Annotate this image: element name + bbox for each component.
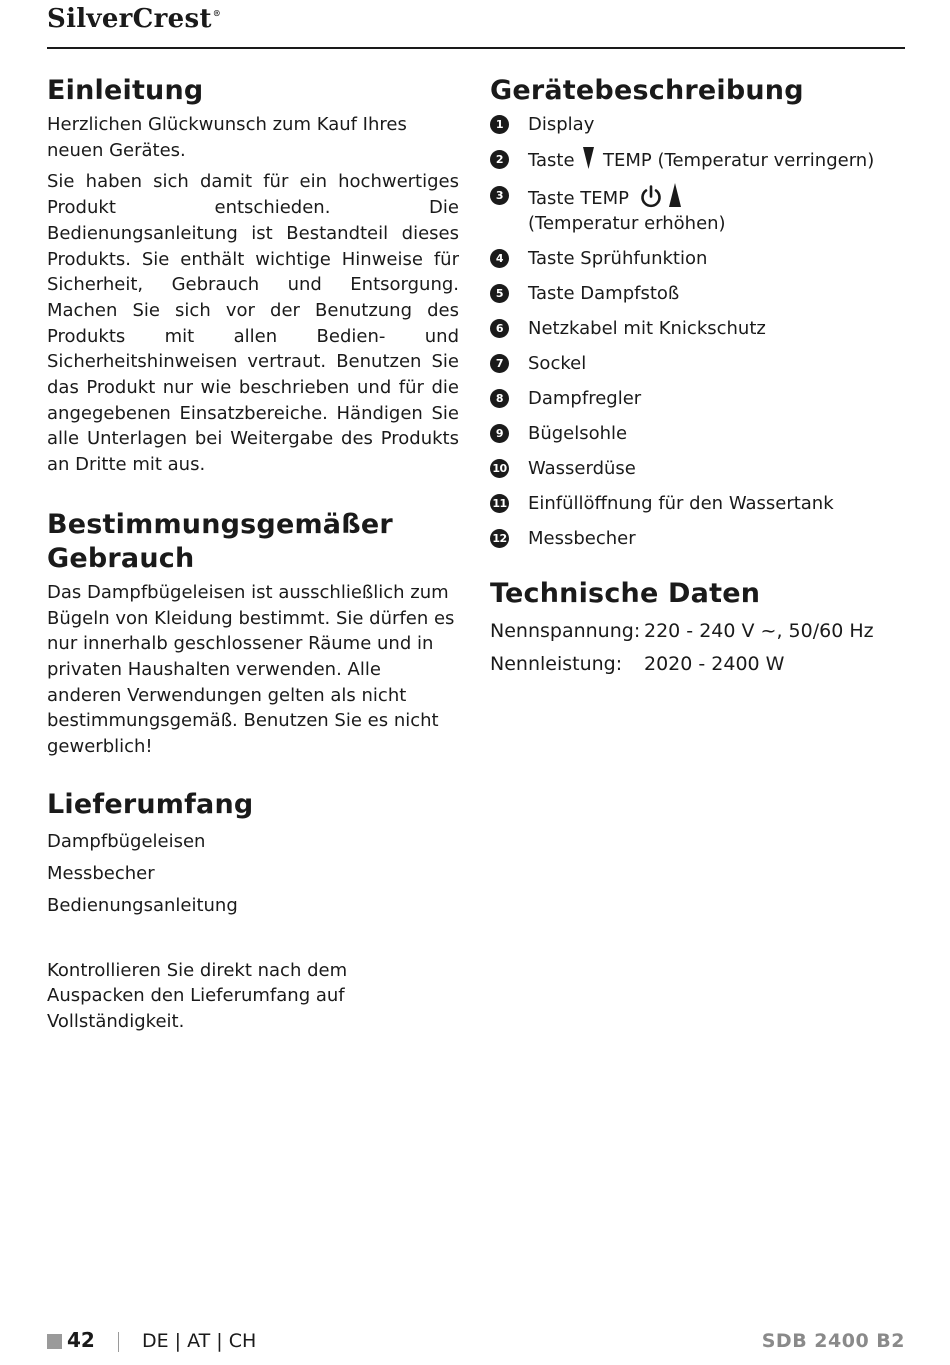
item-text: Messbecher (528, 528, 636, 549)
item-number: 4 (490, 249, 509, 268)
brand-logo-text: SilverCrest (47, 4, 212, 34)
footer-divider (118, 1332, 119, 1352)
device-heading: Gerätebeschreibung (490, 75, 804, 106)
tech-label: Nennspannung: (490, 620, 641, 642)
use-paragraph: Das Dampfbügeleisen ist ausschließlich zum Bügeln von Kleidung bestimmt. Sie dürfen es nur innerhalb geschlossener Räume und in privaten Haushalten verwenden. Alle anderen Verwendungen gelten als nicht bestimmungsgemäß. Benutzen Sie es nicht gewerblich! (47, 581, 455, 758)
item-number: 9 (490, 424, 509, 443)
intro-paragraph-2: Sie haben sich damit für ein hochwertiges Produkt entschieden. Die Bedienungsanleitung ist Bestandteil dieses Produkts. Sie enthält wichtige Hinweise für Sicherheit, Gebrauch und Entsorgung. Machen Sie sich vor der Benutzung des Produkts mit allen Bedien- und Sicherheitshinweisen vertraut. Benutzen Sie das Produkt nur wie beschrieben und für die angegebenen Einsatzbereiche. Händigen Sie alle Unterlagen bei Weitergabe des Produkts an Dritte mit aus. (47, 171, 459, 476)
scope-item: Dampfbügeleisen (47, 830, 206, 852)
device-list (490, 112, 910, 551)
item-text: Taste Sprühfunktion (528, 248, 708, 269)
device-item (490, 281, 910, 306)
tech-value: 2020 - 2400 W (644, 653, 785, 675)
footer-languages: DE | AT | CH (142, 1330, 257, 1352)
device-item (490, 386, 910, 411)
tech-label: Nennleistung: (490, 653, 623, 675)
tech-heading: Technische Daten (490, 578, 761, 609)
device-item (490, 491, 910, 516)
item-number: 7 (490, 354, 509, 373)
header-rule (47, 47, 905, 49)
item-number: 12 (490, 529, 509, 548)
device-item (490, 526, 910, 551)
use-heading: Bestimmungsgemäßer Gebrauch (47, 508, 393, 574)
brand-logo (47, 4, 221, 34)
scope-list (47, 826, 459, 922)
device-item (490, 183, 910, 236)
item-text-suffix: (Temperatur erhöhen) (528, 213, 726, 234)
item-text: Einfüllöffnung für den Wassertank (528, 493, 834, 514)
item-number: 10 (490, 459, 509, 478)
item-number: 3 (490, 186, 509, 205)
item-text-prefix: Taste (528, 150, 575, 171)
item-number: 1 (490, 115, 509, 134)
triangle-down-icon (583, 147, 594, 169)
left-column (47, 74, 459, 1035)
item-text: Display (528, 114, 595, 135)
item-number: 2 (490, 150, 509, 169)
footer-square (47, 1334, 62, 1349)
item-number: 11 (490, 494, 509, 513)
item-text: Bügelsohle (528, 423, 628, 444)
tech-table (490, 615, 910, 681)
intro-heading: Einleitung (47, 75, 204, 106)
tech-row (490, 615, 910, 648)
footer-model: SDB 2400 B2 (761, 1330, 905, 1352)
item-number: 8 (490, 389, 509, 408)
item-text-prefix: Taste TEMP (528, 188, 630, 209)
device-item (490, 147, 910, 173)
page-number: 42 (67, 1328, 95, 1352)
item-number: 5 (490, 284, 509, 303)
device-item (490, 351, 910, 376)
device-item (490, 421, 910, 446)
device-item (490, 316, 910, 341)
scope-heading: Lieferumfang (47, 788, 254, 820)
item-text: Netzkabel mit Knickschutz (528, 318, 766, 339)
device-item (490, 112, 910, 137)
tech-row (490, 648, 910, 681)
item-text: Sockel (528, 353, 587, 374)
scope-note: Kontrollieren Sie direkt nach dem Auspacken den Lieferumfang auf Vollständigkeit. (47, 959, 348, 1033)
intro-paragraph-1: Herzlichen Glückwunsch zum Kauf Ihres neuen Gerätes. (47, 114, 407, 161)
scope-item: Messbecher (47, 862, 155, 884)
item-text: Taste Dampfstoß (528, 283, 680, 304)
item-text: Dampfregler (528, 388, 642, 409)
item-text-suffix: TEMP (Temperatur verringern) (603, 150, 875, 171)
item-text: Wasserdüse (528, 458, 636, 479)
power-icon (639, 185, 663, 209)
right-column (490, 74, 910, 681)
triangle-up-icon (669, 183, 681, 207)
registered-mark: ® (212, 8, 222, 18)
scope-item: Bedienungsanleitung (47, 894, 238, 916)
device-item (490, 246, 910, 271)
item-number: 6 (490, 319, 509, 338)
device-item (490, 456, 910, 481)
tech-value: 220 - 240 V ~, 50/60 Hz (644, 620, 874, 642)
